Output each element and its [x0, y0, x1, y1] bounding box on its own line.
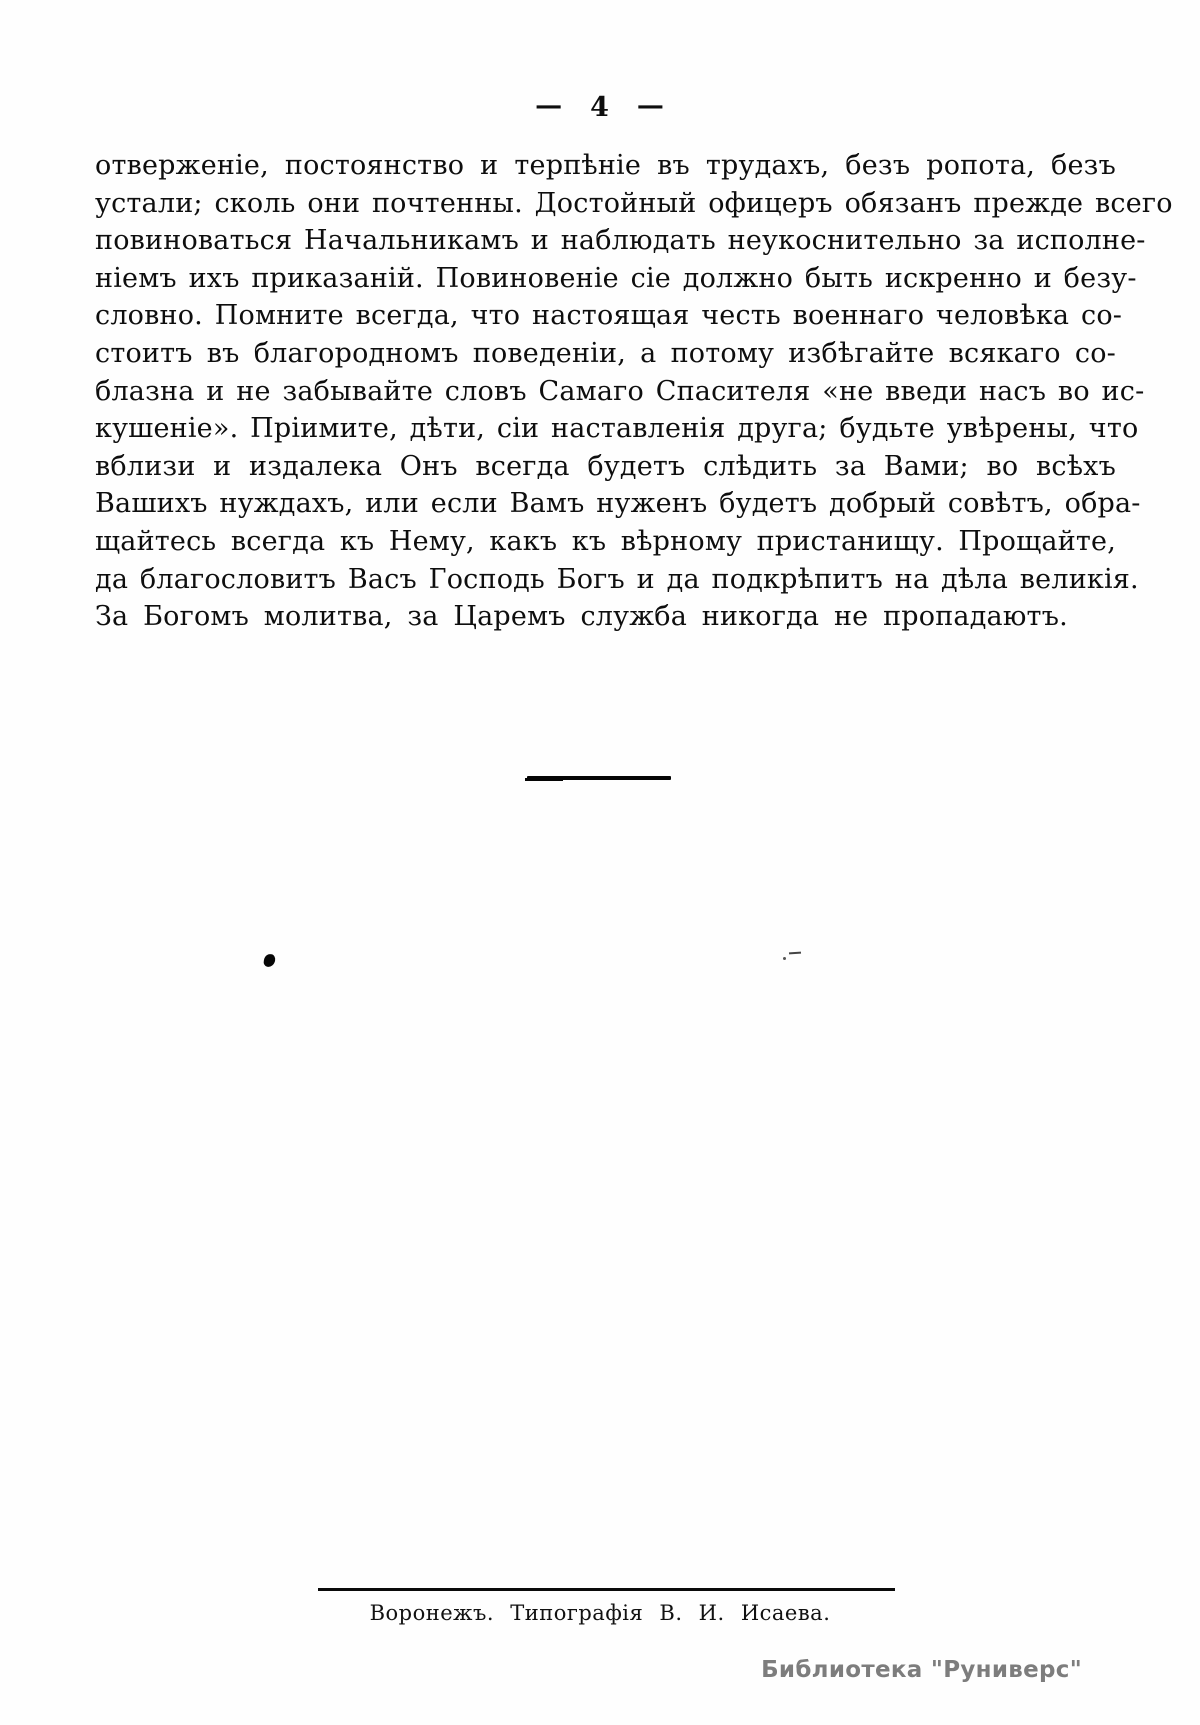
text-line: устали; сколь они почтенны. Достойный офицеръ обязанъ прежде всего: [95, 187, 1173, 219]
text-line: повиноваться Начальникамъ и наблюдать неукоснительно за исполне-: [95, 225, 1146, 257]
text-line: ніемъ ихъ приказаній. Повиновеніе сіе должно быть искренно и безу-: [95, 262, 1137, 294]
stray-dot-artifact: [783, 957, 786, 960]
text-line: да благословитъ Васъ Господь Богъ и да подкрѣпитъ на дѣла великія.: [95, 563, 1139, 595]
text-line: Вашихъ нуждахъ, или если Вамъ нуженъ будетъ добрый совѣтъ, обра-: [95, 488, 1141, 520]
page-header: [0, 92, 1200, 123]
text-line: За Богомъ молитва, за Царемъ служба никогда не пропадаютъ.: [95, 601, 1068, 633]
header-left-rule: —: [535, 90, 564, 121]
text-line: вблизи и издалека Онъ всегда будетъ слѣдить за Вами; во всѣхъ: [95, 450, 1116, 482]
library-watermark: Библиотека "Руниверс": [761, 1657, 1082, 1683]
text-line: щайтесь всегда къ Нему, какъ къ вѣрному пристанищу. Прощайте,: [95, 525, 1116, 557]
text-line: стоитъ въ благородномъ поведеніи, а потому избѣгайте всякаго со-: [95, 337, 1116, 369]
body-paragraph: [95, 147, 1173, 636]
imprint-rule: [318, 1588, 895, 1591]
printer-imprint: Воронежъ. Типографія В. И. Исаева.: [369, 1601, 831, 1625]
ink-spot-artifact: [263, 953, 276, 968]
text-line: словно. Помните всегда, что настоящая честь военнаго человѣка со-: [95, 300, 1123, 332]
text-line: кушеніе». Пріимите, дѣти, сіи наставленія друга; будьте увѣрены, что: [95, 413, 1139, 445]
text-line: блазна и не забывайте словъ Самаго Спасителя «не введи насъ во ис-: [95, 375, 1145, 407]
text-line: отверженіе, постоянство и терпѣніе въ трудахъ, безъ ропота, безъ: [95, 150, 1116, 181]
stray-dash-artifact: [789, 952, 801, 955]
section-divider-rule: [527, 776, 671, 780]
header-right-rule: —: [636, 90, 665, 121]
page-number: 4: [590, 92, 610, 123]
